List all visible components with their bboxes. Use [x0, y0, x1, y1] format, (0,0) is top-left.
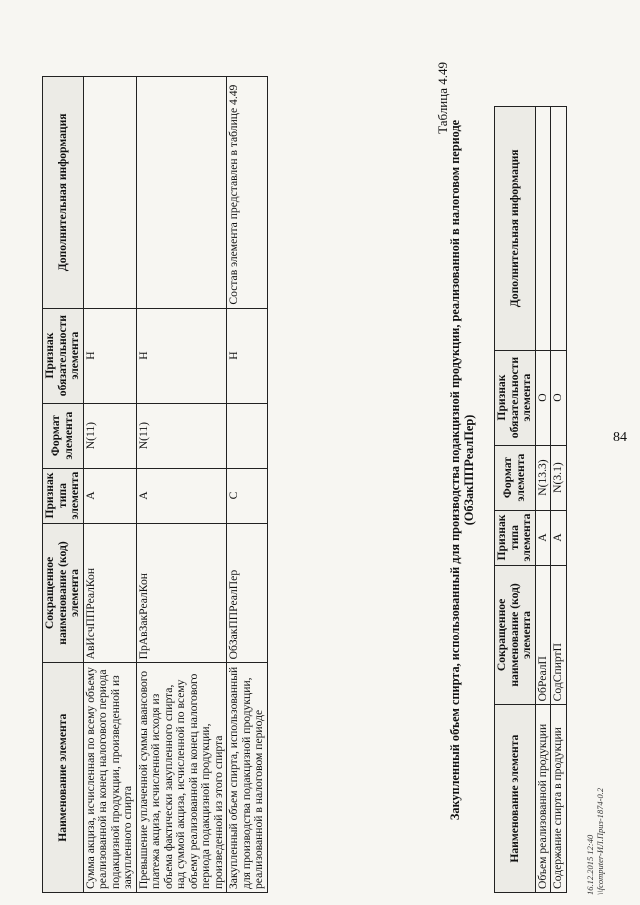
footer-path: \\fcomputer-ИЛ.Приз-1874-0.2	[594, 787, 605, 895]
header-cell: Сокращенное наименование (код) элемента	[495, 565, 536, 705]
table-cell: О	[535, 350, 551, 445]
table-cell: А	[551, 510, 567, 565]
table-row	[83, 77, 136, 893]
table-number: Таблица 4.49	[435, 62, 450, 134]
table-cell: А	[83, 468, 136, 523]
table-cell	[227, 403, 268, 468]
header-cell: Формат элемента	[495, 445, 536, 510]
table-cell	[136, 77, 227, 309]
table-cell: АвИсчППРеалКон	[83, 523, 136, 663]
table-cell: Превышение уплаченной суммы авансового платежа акциза, исчисленной исходя из объема фактически закупленного спирта, над суммой акциза, исчисленной по всему объему реализованной на конец налогового периода подакцизной продукции, произведенной из этого спирта	[136, 663, 227, 893]
header-cell: Дополнительная информация	[495, 107, 536, 351]
table-title: Закупленный объем спирта, использованный для производства подакцизной продукции, реализованной в налоговом периоде (ОбЗакППРеалПер)	[448, 119, 476, 821]
table-cell	[535, 107, 551, 351]
print-footer	[586, 788, 606, 895]
footer-timestamp: 16.12.2015 12:40	[585, 834, 595, 895]
composition-table	[494, 106, 567, 893]
header-cell: Признак обязательности элемента	[495, 350, 536, 445]
table-cell: ОбЗакППРеалПер	[227, 523, 268, 663]
table-header-row	[43, 77, 84, 893]
table-cell: Н	[136, 308, 227, 403]
table-cell: Сумма акциза, исчисленная по всему объему реализованной на конец налогового периода подакцизной продукции, произведенной из закупленного спирта	[83, 663, 136, 893]
table-row	[551, 107, 567, 893]
table-cell: Закупленный объем спирта, использованный для производства подакцизной продукции, реализованной в налоговом периоде	[227, 663, 268, 893]
table-header-row	[495, 107, 536, 893]
table-cell: А	[136, 468, 227, 523]
table-row	[227, 77, 268, 893]
table-cell: N(13.3)	[535, 445, 551, 510]
elements-table	[42, 76, 268, 893]
page-number: 84	[613, 430, 627, 445]
header-cell: Сокращенное наименование (код) элемента	[43, 523, 84, 663]
table-cell: С	[227, 468, 268, 523]
table-cell	[83, 77, 136, 309]
table-row	[136, 77, 227, 893]
table-cell: Н	[227, 308, 268, 403]
table-cell: N(11)	[83, 403, 136, 468]
table-cell: N(3.1)	[551, 445, 567, 510]
header-cell: Наименование элемента	[43, 663, 84, 893]
table-cell: ОбРеалП	[535, 565, 551, 705]
table-cell: Содержание спирта в продукции	[551, 705, 567, 893]
header-cell: Признак типа элемента	[43, 468, 84, 523]
table-cell: N(11)	[136, 403, 227, 468]
table-cell: О	[551, 350, 567, 445]
header-cell: Дополнительная информация	[43, 77, 84, 309]
table-cell: Объем реализованной продукции	[535, 705, 551, 893]
header-cell: Формат элемента	[43, 403, 84, 468]
table-row	[535, 107, 551, 893]
header-cell: Признак типа элемента	[495, 510, 536, 565]
table-cell: Н	[83, 308, 136, 403]
table-cell: СодСпиртП	[551, 565, 567, 705]
table-cell	[551, 107, 567, 351]
header-cell: Наименование элемента	[495, 705, 536, 893]
table-cell: А	[535, 510, 551, 565]
header-cell: Признак обязательности элемента	[43, 308, 84, 403]
table-cell: ПрАвЗакРеалКон	[136, 523, 227, 663]
table-cell: Состав элемента представлен в таблице 4.49	[227, 77, 268, 309]
